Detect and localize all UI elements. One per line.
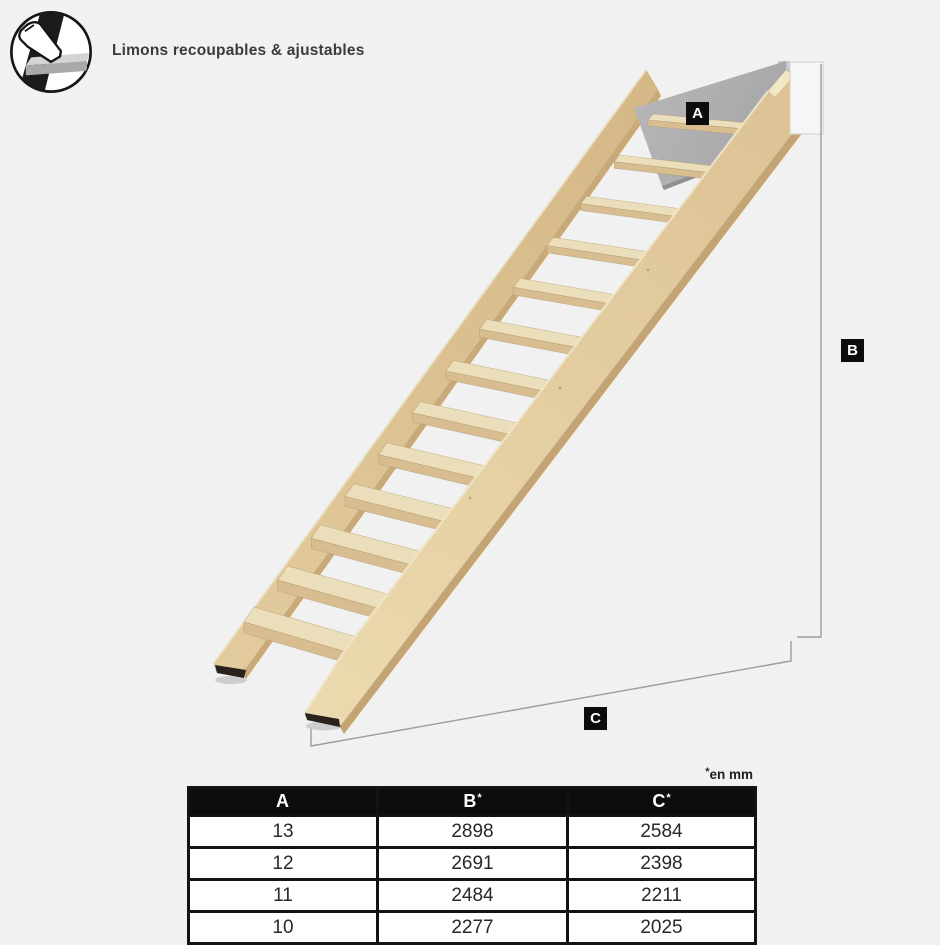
cell-b: 2898 — [378, 816, 568, 848]
table-row — [189, 880, 756, 912]
unit-note-asterisk: * — [705, 766, 710, 778]
cell-b: 2484 — [378, 880, 568, 912]
cell-a: 13 — [189, 816, 378, 848]
dimensions-table — [187, 786, 757, 945]
table-row — [189, 848, 756, 880]
header-col-a: A — [189, 788, 378, 816]
cell-b: 2691 — [378, 848, 568, 880]
table-row — [189, 816, 756, 848]
floor-box — [790, 62, 823, 134]
dim-label-c: C — [584, 707, 607, 730]
header-col-c: C* — [568, 788, 756, 816]
table-header-row — [189, 788, 756, 816]
feature-title: Limons recoupables & ajustables — [112, 42, 365, 59]
table-row — [189, 912, 756, 944]
cell-a: 10 — [189, 912, 378, 944]
cell-c: 2211 — [568, 880, 756, 912]
cell-a: 12 — [189, 848, 378, 880]
unit-note-text: en mm — [709, 767, 753, 782]
cell-c: 2398 — [568, 848, 756, 880]
cell-b: 2277 — [378, 912, 568, 944]
dim-label-a: A — [686, 102, 709, 125]
dimension-line-b — [797, 64, 821, 637]
header-col-b: B* — [378, 788, 568, 816]
dim-label-b: B — [841, 339, 864, 362]
cell-c: 2584 — [568, 816, 756, 848]
treads-group — [244, 114, 751, 664]
cell-a: 11 — [189, 880, 378, 912]
cell-c: 2025 — [568, 912, 756, 944]
unit-note — [187, 766, 753, 782]
